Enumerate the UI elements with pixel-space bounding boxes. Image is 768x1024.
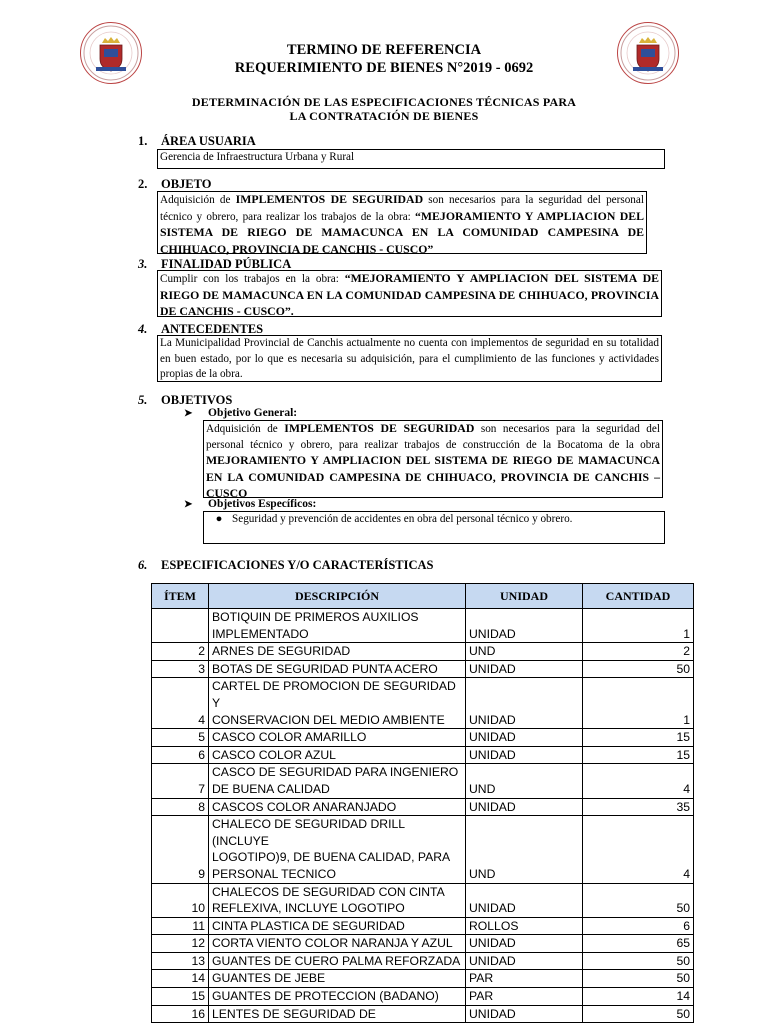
description-cell	[209, 746, 466, 764]
section-4-heading: 4. ANTECEDENTES	[138, 322, 264, 336]
arrow-bullet-icon: ➤	[184, 499, 193, 510]
bullet-icon: ●	[215, 513, 223, 525]
table-row	[152, 746, 694, 764]
section-3-heading: 3. FINALIDAD PÚBLICA	[138, 257, 292, 271]
item-number-cell: 9	[152, 816, 209, 883]
document-title: TERMINO DE REFERENCIA	[286, 42, 482, 58]
description-cell	[209, 970, 466, 988]
unit-cell: UND	[466, 816, 583, 883]
unit-cell: UNIDAD	[466, 1005, 583, 1023]
section-4-box: La Municipalidad Provincial de Canchis actualmente no cuenta con implementos de seguridad en su totalidad en buen estado, por lo que es necesaria su adquisición, para el cumplimiento de las funciones y actividades propias de la obra.	[157, 335, 662, 382]
quantity-cell: 35	[583, 798, 694, 816]
description-line: GUANTES DE JEBE	[212, 971, 326, 986]
description-line: ARNES DE SEGURIDAD	[212, 644, 351, 659]
quantity-cell: 50	[583, 1005, 694, 1023]
table-row	[152, 764, 694, 798]
subtitle-line-2: LA CONTRATACIÓN DE BIENES	[289, 109, 479, 123]
item-number-cell: 3	[152, 660, 209, 678]
section-2-heading: 2. OBJETO	[138, 177, 212, 191]
quantity-cell: 65	[583, 935, 694, 953]
description-line: CINTA PLASTICA DE SEGURIDAD	[212, 918, 405, 933]
unit-cell: UNIDAD	[466, 798, 583, 816]
section-6-heading: 6. ESPECIFICACIONES Y/O CARACTERÍSTICAS	[138, 558, 434, 572]
quantity-cell: 15	[583, 729, 694, 747]
table-row	[152, 816, 694, 883]
description-cell	[209, 798, 466, 816]
description-line: DE BUENA CALIDAD	[212, 781, 330, 796]
unit-cell: UNIDAD	[466, 729, 583, 747]
quantity-cell: 50	[583, 660, 694, 678]
description-cell	[209, 660, 466, 678]
description-cell	[209, 643, 466, 661]
table-header-row	[152, 584, 694, 609]
header-unit: UNIDAD	[466, 584, 583, 609]
quantity-cell: 14	[583, 988, 694, 1006]
item-number-cell: 6	[152, 746, 209, 764]
description-cell	[209, 952, 466, 970]
description-line: LOGOTIPO)9, DE BUENA CALIDAD, PARA	[212, 850, 451, 865]
description-cell	[209, 935, 466, 953]
subtitle-line-1: DETERMINACIÓN DE LAS ESPECIFICACIONES TÉCNICAS PARA	[191, 95, 577, 109]
table-row	[152, 643, 694, 661]
header-item: ÍTEM	[152, 584, 209, 609]
table-row	[152, 952, 694, 970]
quantity-cell: 4	[583, 764, 694, 798]
description-line: BOTIQUIN DE PRIMEROS AUXILIOS	[212, 610, 419, 624]
item-number-cell	[152, 609, 209, 643]
description-line: CASCO DE SEGURIDAD PARA INGENIERO	[212, 765, 459, 780]
header-description: DESCRIPCIÓN	[209, 584, 466, 609]
requirement-number: REQUERIMIENTO DE BIENES N°2019 - 0692	[234, 60, 534, 76]
item-number-cell: 5	[152, 729, 209, 747]
description-line: CORTA VIENTO COLOR NARANJA Y AZUL	[212, 936, 453, 951]
item-number-cell: 15	[152, 988, 209, 1006]
section-5-heading: 5. OBJETIVOS	[138, 393, 233, 407]
section-3-box: Cumplir con los trabajos en la obra: “MEJORAMIENTO Y AMPLIACION DEL SISTEMA DE RIEGO DE MAMACUNCA EN LA COMUNIDAD CAMPESINA DE CHIHUACO, PROVINCIA DE CANCHIS - CUSCO”.	[157, 270, 662, 317]
description-line: REFLEXIVA, INCLUYE LOGOTIPO	[212, 901, 405, 916]
description-line: CASCO COLOR AMARILLO	[212, 730, 367, 745]
quantity-cell: 6	[583, 917, 694, 935]
unit-cell: UND	[466, 764, 583, 798]
item-number-cell: 14	[152, 970, 209, 988]
description-cell	[209, 678, 466, 729]
table-row	[152, 883, 694, 917]
unit-cell: PAR	[466, 970, 583, 988]
description-line: IMPLEMENTADO	[212, 626, 309, 641]
unit-cell: UNIDAD	[466, 952, 583, 970]
description-line: CASCOS COLOR ANARANJADO	[212, 799, 397, 814]
description-line: LENTES DE SEGURIDAD DE	[212, 1006, 376, 1021]
quantity-cell: 4	[583, 816, 694, 883]
unit-cell: UNIDAD	[466, 883, 583, 917]
item-number-cell: 2	[152, 643, 209, 661]
item-number-cell: 10	[152, 883, 209, 917]
section-1-box	[157, 149, 665, 169]
unit-cell: UNIDAD	[466, 935, 583, 953]
description-line: CHALECO DE SEGURIDAD DRILL (INCLUYE	[212, 817, 405, 848]
description-line: CHALECOS DE SEGURIDAD CON CINTA	[212, 884, 445, 899]
description-line: BOTAS DE SEGURIDAD PUNTA ACERO	[212, 661, 438, 676]
item-number-cell: 4	[152, 678, 209, 729]
description-cell	[209, 816, 466, 883]
description-line: CASCO COLOR AZUL	[212, 747, 336, 762]
table-row	[152, 609, 694, 643]
area-usuaria-text: Gerencia de Infraestructura Urbana y Rural	[160, 151, 355, 163]
table-row	[152, 917, 694, 935]
unit-cell: UNIDAD	[466, 609, 583, 643]
description-cell	[209, 609, 466, 643]
table-row	[152, 660, 694, 678]
section-1-heading: 1. ÁREA USUARIA	[138, 134, 256, 148]
item-number-cell: 7	[152, 764, 209, 798]
unit-cell: ROLLOS	[466, 917, 583, 935]
table-row	[152, 729, 694, 747]
item-number-cell: 11	[152, 917, 209, 935]
objective-general-label: ➤ Objetivo General:	[184, 407, 298, 419]
unit-cell: UNIDAD	[466, 746, 583, 764]
description-line: PERSONAL TECNICO	[212, 866, 336, 881]
section-5-general-box: Adquisición de IMPLEMENTOS DE SEGURIDAD son necesarios para la seguridad del personal técnico y obrero, para realizar trabajos de construcción de la Bocatoma de la obra MEJORAMIENTO Y AMPLIACION DEL SISTEMA DE RIEGO DE MAMACUNCA EN LA COMUNIDAD CAMPESINA DE CHIHUACO, PROVINCIA DE CANCHIS – CUSCO	[203, 420, 663, 498]
description-cell	[209, 917, 466, 935]
table-row	[152, 798, 694, 816]
unit-cell: UNIDAD	[466, 660, 583, 678]
specifications-table	[151, 583, 694, 1023]
unit-cell: PAR	[466, 988, 583, 1006]
section-2-box: Adquisición de IMPLEMENTOS DE SEGURIDAD son necesarios para la seguridad del personal técnico y obrero, para realizar los trabajos de la obra: “MEJORAMIENTO Y AMPLIACION DEL SISTEMA DE RIEGO DE MAMACUNCA EN LA COMUNIDAD CAMPESINA DE CHIHUACO, PROVINCIA DE CANCHIS - CUSCO”	[157, 191, 647, 254]
arrow-bullet-icon: ➤	[184, 408, 193, 419]
description-cell	[209, 729, 466, 747]
item-number-cell: 12	[152, 935, 209, 953]
unit-cell: UNIDAD	[466, 678, 583, 729]
item-number-cell: 8	[152, 798, 209, 816]
unit-cell: UND	[466, 643, 583, 661]
description-cell	[209, 883, 466, 917]
table-row	[152, 988, 694, 1006]
item-number-cell: 16	[152, 1005, 209, 1023]
description-line: GUANTES DE PROTECCION (BADANO)	[212, 989, 439, 1004]
quantity-cell: 50	[583, 883, 694, 917]
table-row	[152, 1005, 694, 1023]
description-line: CARTEL DE PROMOCION DE SEGURIDAD Y	[212, 679, 456, 710]
quantity-cell: 1	[583, 678, 694, 729]
description-cell	[209, 1005, 466, 1023]
item-number-cell: 13	[152, 952, 209, 970]
quantity-cell: 50	[583, 970, 694, 988]
quantity-cell: 2	[583, 643, 694, 661]
description-line: GUANTES DE CUERO PALMA REFORZADA	[212, 953, 461, 968]
description-cell	[209, 988, 466, 1006]
quantity-cell: 50	[583, 952, 694, 970]
table-row	[152, 935, 694, 953]
section-5-specific-box: ● Seguridad y prevención de accidentes en obra del personal técnico y obrero.	[203, 511, 665, 544]
header-quantity: CANTIDAD	[583, 584, 694, 609]
description-line: CONSERVACION DEL MEDIO AMBIENTE	[212, 712, 445, 727]
quantity-cell: 15	[583, 746, 694, 764]
objective-specific-label: ➤ Objetivos Específicos:	[184, 498, 317, 510]
table-row	[152, 678, 694, 729]
description-cell	[209, 764, 466, 798]
table-row	[152, 970, 694, 988]
quantity-cell: 1	[583, 609, 694, 643]
